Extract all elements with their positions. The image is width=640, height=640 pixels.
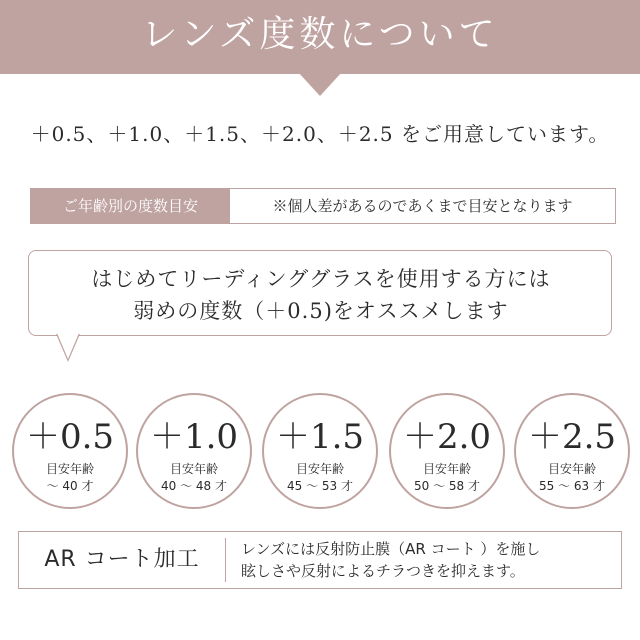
power-value: ＋1.0	[149, 417, 239, 457]
age-label: 目安年齢	[45, 462, 94, 476]
power-value: ＋0.5	[25, 417, 115, 457]
banner-pointer	[298, 72, 342, 96]
age-range: 50 〜 58 才	[414, 479, 480, 493]
title-banner	[0, 0, 640, 74]
age-label: 目安年齢	[422, 462, 471, 476]
age-label: 目安年齢	[295, 462, 344, 476]
divider	[225, 538, 226, 582]
ar-coating-row	[18, 531, 622, 589]
age-label: 目安年齢	[169, 462, 218, 476]
bubble-tail-fill	[57, 333, 79, 359]
age-guide-row	[30, 188, 616, 224]
recommendation-line-2: 弱めの度数（＋0.5)をオススメします	[133, 299, 509, 323]
age-range: 45 〜 53 才	[287, 479, 353, 493]
power-circle-2-5	[514, 393, 630, 509]
age-range: 〜 40 才	[46, 479, 94, 493]
power-value: ＋2.5	[527, 417, 617, 457]
ar-coating-description	[241, 538, 613, 582]
ar-description-line-1: レンズには反射防止膜（AR コート ）を施し	[241, 540, 541, 558]
age-label: 目安年齢	[547, 462, 596, 476]
page-title: レンズ度数について	[141, 14, 499, 55]
ar-description-line-2: 眩しさや反射によるチラつきを抑えます。	[241, 562, 525, 580]
power-value: ＋1.5	[275, 417, 365, 457]
recommendation-text	[29, 263, 613, 327]
recommendation-bubble	[28, 250, 612, 336]
age-range: 40 〜 48 才	[161, 479, 227, 493]
recommendation-line-1: はじめてリーディンググラスを使用する方には	[91, 267, 551, 291]
power-circle-0-5	[12, 393, 128, 509]
power-value: ＋2.0	[402, 417, 492, 457]
power-circle-2-0	[389, 393, 505, 509]
power-circle-1-5	[262, 393, 378, 509]
power-circle-1-0	[136, 393, 252, 509]
age-guide-note: ※個人差があるのであくまで目安となります	[272, 197, 573, 215]
age-range: 55 〜 63 才	[539, 479, 605, 493]
age-guide-label: ご年齢別の度数目安	[31, 189, 230, 223]
ar-coating-title: AR コート加工	[44, 547, 200, 572]
available-powers-text: ＋0.5、＋1.0、＋1.5、＋2.0、＋2.5 をご用意しています。	[30, 122, 610, 146]
